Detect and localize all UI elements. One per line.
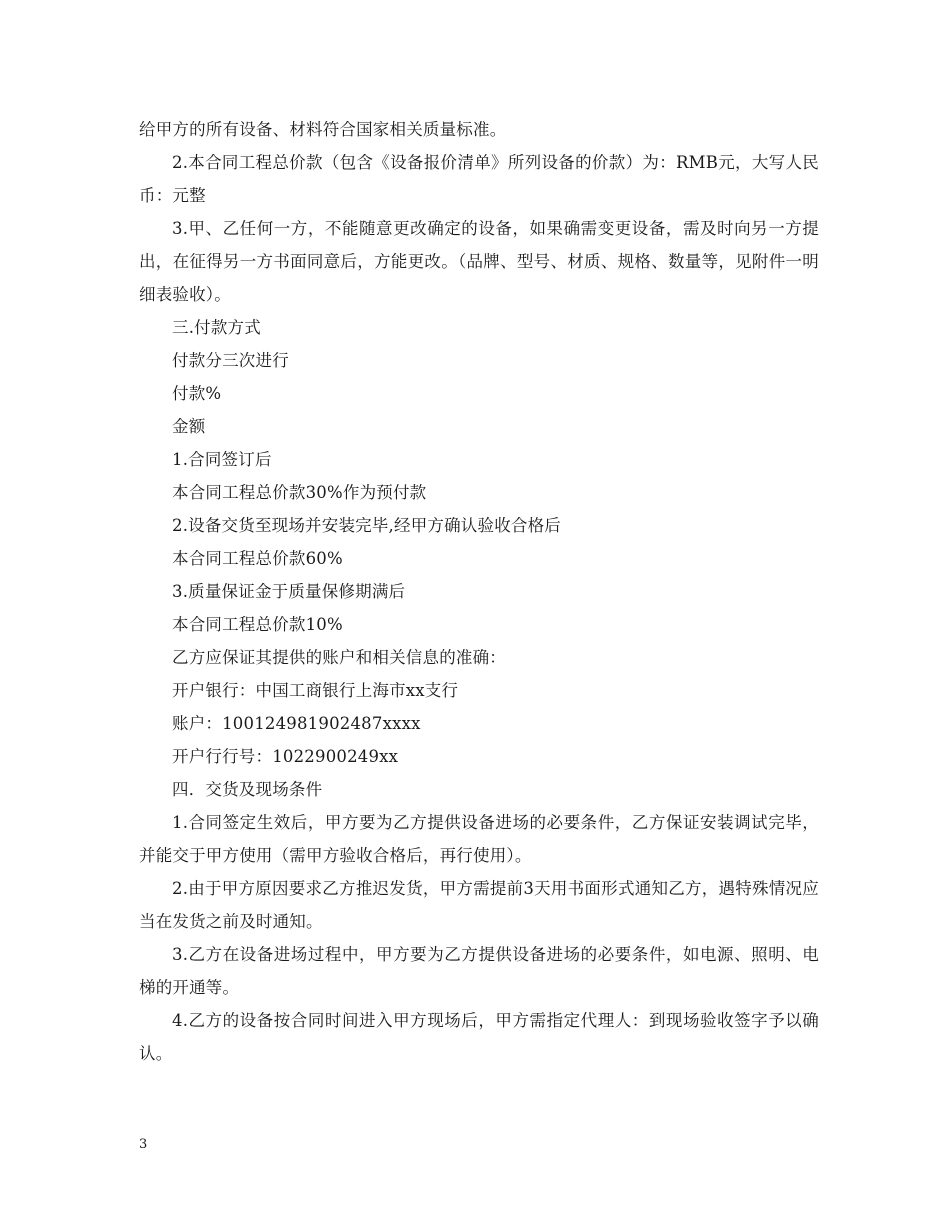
paragraph-ten-percent: 本合同工程总价款10% [172,615,343,634]
document-body [139,113,819,1070]
paragraph-account-accuracy: 乙方应保证其提供的账户和相关信息的准确： [172,648,506,667]
paragraph-warranty-deposit: 3.质量保证金于质量保修期满后 [172,582,406,601]
section-heading-delivery: 四．交货及现场条件 [172,780,323,799]
paragraph-payment-percent: 付款% [172,384,222,403]
paragraph-prepayment: 本合同工程总价款30%作为预付款 [172,483,427,502]
paragraph-total-price: 2.本合同工程总价款（包含《设备报价清单》所列设备的价款）为：RMB元，大写人民币：元整 [139,153,819,205]
paragraph-account-number: 账户：100124981902487xxxx [172,714,421,733]
paragraph-sixty-percent: 本合同工程总价款60% [172,549,343,568]
paragraph-amount: 金额 [172,417,206,436]
paragraph-site-conditions: 3.乙方在设备进场过程中，甲方要为乙方提供设备进场的必要条件，如电源、照明、电梯的开通等。 [139,945,819,997]
paragraph-after-signing: 1.合同签订后 [172,450,272,469]
page-number: 3 [139,1137,148,1152]
paragraph-site-acceptance: 4.乙方的设备按合同时间进入甲方现场后，甲方需指定代理人：到现场验收签字予以确认。 [139,1011,819,1063]
paragraph-quality-standard: 给甲方的所有设备、材料符合国家相关质量标准。 [139,120,507,139]
paragraph-payment-installments: 付款分三次进行 [172,351,289,370]
section-heading-payment: 三.付款方式 [172,318,261,337]
paragraph-bank-name: 开户银行：中国工商银行上海市xx支行 [172,681,459,700]
paragraph-bank-code: 开户行行号：1022900249xx [172,747,399,766]
paragraph-delivery-conditions: 1.合同签定生效后，甲方要为乙方提供设备进场的必要条件，乙方保证安装调试完毕，并能交于甲方使用（需甲方验收合格后，再行使用）。 [139,813,819,865]
paragraph-equipment-change: 3.甲、乙任何一方，不能随意更改确定的设备，如果确需变更设备，需及时向另一方提出，在征得另一方书面同意后，方能更改。（品牌、型号、材质、规格、数量等，见附件一明细表验收）。 [139,219,819,304]
paragraph-after-installation: 2.设备交货至现场并安装完毕,经甲方确认验收合格后 [172,516,561,535]
paragraph-delay-notice: 2.由于甲方原因要求乙方推迟发货，甲方需提前3天用书面形式通知乙方，遇特殊情况应当在发货之前及时通知。 [139,879,819,931]
